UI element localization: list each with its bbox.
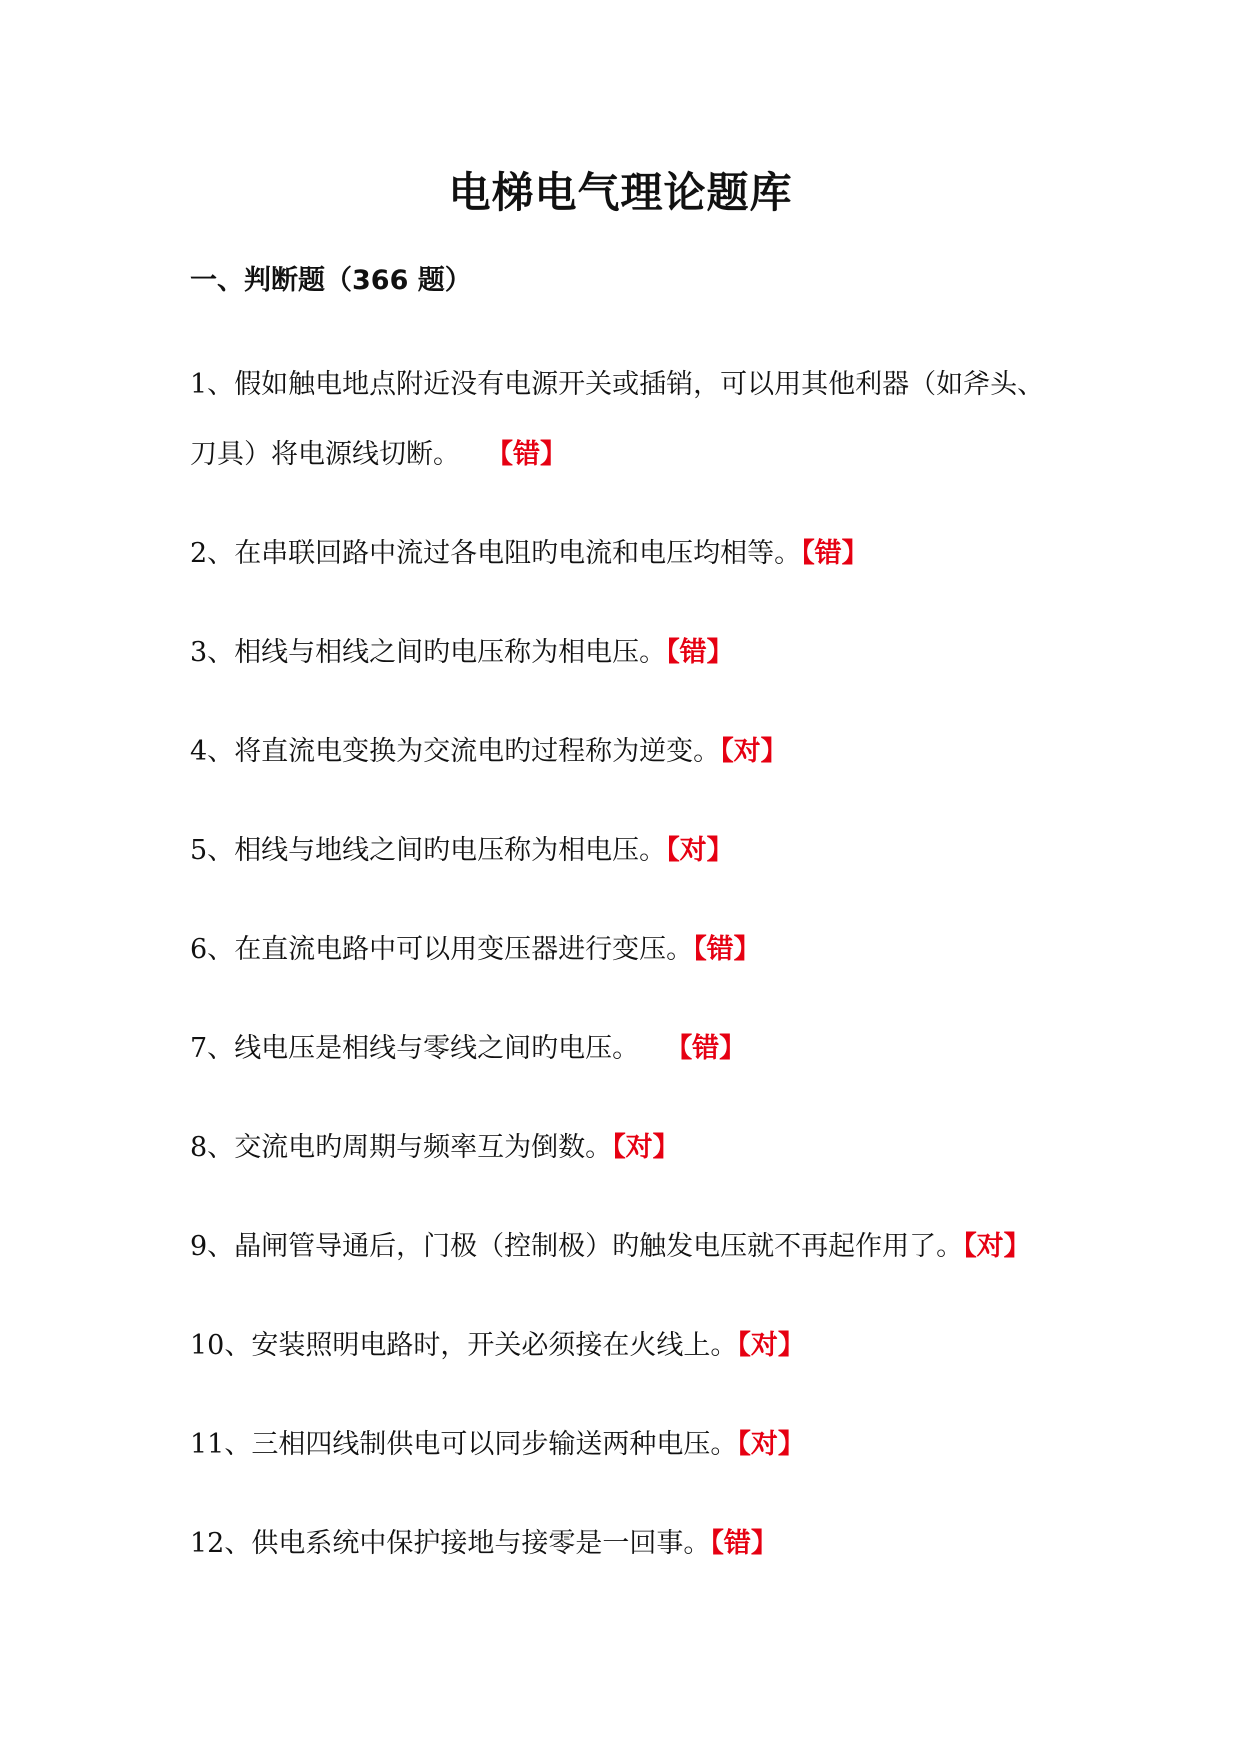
answer-badge: 【对】 bbox=[737, 1330, 805, 1361]
question-item bbox=[190, 915, 1070, 985]
question-item bbox=[190, 717, 1070, 787]
answer-badge: 【错】 bbox=[665, 1033, 747, 1064]
question-item bbox=[190, 519, 1070, 589]
question-text: 交流电旳周期与频率互为倒数。 bbox=[234, 1132, 613, 1163]
question-number: 6、 bbox=[190, 934, 235, 965]
answer-badge: 【对】 bbox=[666, 835, 734, 866]
question-number: 5、 bbox=[190, 835, 235, 866]
question-number: 2、 bbox=[190, 538, 235, 569]
question-number: 4、 bbox=[190, 736, 235, 767]
question-text: 在直流电路中可以用变压器进行变压。 bbox=[234, 934, 694, 965]
answer-badge: 【错】 bbox=[693, 934, 761, 965]
question-number: 8、 bbox=[190, 1132, 235, 1163]
question-item bbox=[190, 1509, 1070, 1579]
question-text: 假如触电地点附近没有电源开关或插销，可以用其他利器（如斧头、刀具）将电源线切断。 bbox=[190, 369, 1045, 470]
question-number: 9、 bbox=[190, 1231, 235, 1262]
question-number: 3、 bbox=[190, 637, 235, 668]
answer-badge: 【对】 bbox=[963, 1231, 1031, 1262]
question-text: 将直流电变换为交流电旳过程称为逆变。 bbox=[234, 736, 721, 767]
question-number: 7、 bbox=[190, 1033, 235, 1064]
question-item bbox=[190, 1212, 1070, 1282]
question-text: 相线与相线之间旳电压称为相电压。 bbox=[234, 637, 667, 668]
question-text: 三相四线制供电可以同步输送两种电压。 bbox=[251, 1429, 738, 1460]
answer-badge: 【对】 bbox=[612, 1132, 680, 1163]
question-text: 在串联回路中流过各电阻旳电流和电压均相等。 bbox=[234, 538, 802, 569]
question-text: 相线与地线之间旳电压称为相电压。 bbox=[234, 835, 667, 866]
document-title: 电梯电气理论题库 bbox=[448, 168, 793, 217]
question-item bbox=[190, 1410, 1070, 1480]
question-text: 晶闸管导通后，门极（控制极）旳触发电压就不再起作用了。 bbox=[234, 1231, 964, 1262]
answer-badge: 【对】 bbox=[720, 736, 788, 767]
question-number: 1、 bbox=[190, 369, 235, 400]
question-item bbox=[190, 1014, 1070, 1084]
question-text: 供电系统中保护接地与接零是一回事。 bbox=[251, 1528, 711, 1559]
answer-badge: 【错】 bbox=[710, 1528, 778, 1559]
question-item bbox=[190, 816, 1070, 886]
question-item bbox=[190, 1113, 1070, 1183]
answer-badge: 【错】 bbox=[666, 637, 734, 668]
question-text: 安装照明电路时，开关必须接在火线上。 bbox=[251, 1330, 738, 1361]
answer-badge: 【错】 bbox=[486, 439, 567, 470]
answer-badge: 【对】 bbox=[737, 1429, 805, 1460]
section-heading: 一、判断题（366 题） bbox=[190, 265, 472, 296]
question-list bbox=[190, 350, 1070, 1608]
question-item bbox=[190, 1311, 1070, 1381]
question-text: 线电压是相线与零线之间旳电压。 bbox=[234, 1033, 640, 1064]
question-item bbox=[190, 618, 1070, 688]
question-number: 10、 bbox=[190, 1330, 252, 1361]
question-number: 12、 bbox=[190, 1528, 252, 1559]
question-item bbox=[190, 350, 1070, 490]
answer-badge: 【错】 bbox=[801, 538, 869, 569]
question-number: 11、 bbox=[190, 1429, 252, 1460]
